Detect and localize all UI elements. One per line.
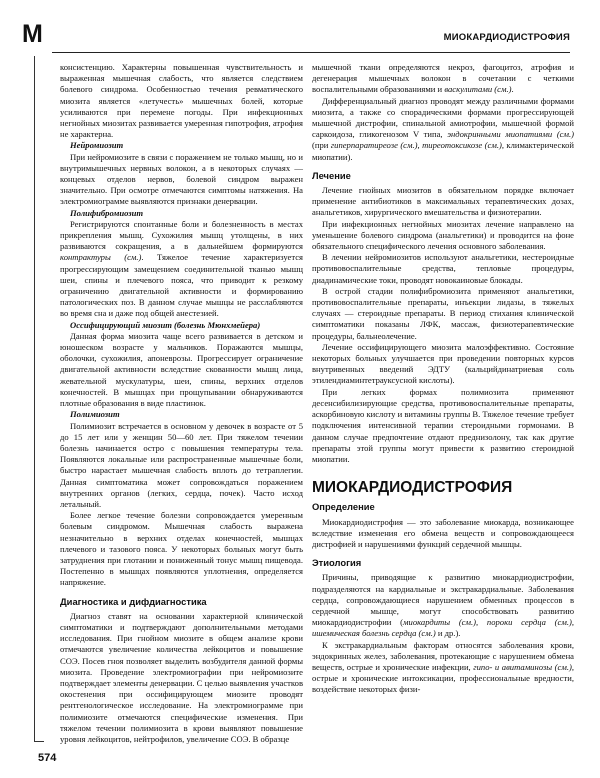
paragraph: К экстракардиальным факторам относятся заболевания крови, эндокринных желез, заболевания, протекающие с нарушением обмена веществ, острые и хронические инфекции, гипо- и авитаминозы (см.), острые и хронические интоксикации, профессиональные вредности, воздействие некоторых физи-	[312, 639, 574, 695]
running-title: МИОКАРДИОДИСТРОФИЯ	[443, 32, 570, 43]
cross-reference: гипо- и авитаминозы (см.)	[473, 661, 572, 672]
paragraph: мышечной ткани определяются некроз, фагоцитоз, атрофия и дегенерация мышечных волокон в сочетании с четкими воспалительными образованиями и васкулитами (см.).	[312, 62, 574, 95]
section-letter: М	[22, 20, 43, 48]
paragraph: Дифференциальный диагноз проводят между различными формами миозита, а также со спорадическими формами прогрессирующей мышечной дистрофии, спинальной амиотрофии, мышечной формой саркоидоза, гликогенозом V типа, эндокринными миопатиями (см.) (при гиперпаратиреозе (см.), тиреотоксикозе (см.), климактерической миопатии).	[312, 95, 574, 162]
subheading-polymyositis: Полимиозит	[70, 409, 120, 420]
paragraph: Регистрируются спонтанные боли и болезненность в местах прикрепления мышц. Сухожилия мышц утолщены, в них развиваются сокращения, а в дальнейшем формируются контрактуры (см.). Тяжелое течение характеризуется прогрессирующим замещением соединительной тканью мышц шеи, спины и плечевого пояса, что приводит к резкому ограничению двигательной активности и формированию патологических поз. В данном случае мышцы не расслабляются во время сна и даже под общей анестезией.	[60, 218, 303, 319]
paragraph: Диагноз ставят на основании характерной клинической симптоматики и подтверждают дополнительными методами исследования. При гнойном миозите в общем анализе крови отмечаются увеличение количества лейкоцитов и повышение СОЭ. Посев гноя позволяет выделить возбудителя данной формы миозита. Проведение электромиографии при нейромиозите подтверждает элементы денервации. С целью выявления участков окостенения при оссифицирующем миозите проводят рентгенологическое исследование. На электромиограмме при полимиозите отмечаются специфические изменения. При тяжелом течении полимиозита в крови выявляют повышение уровня лейкоцитов, нейтрофилов, увеличение СОЭ. В образце	[60, 610, 303, 744]
paragraph: Лечение оссифицирующего миозита малоэффективно. Состояние некоторых больных улучшается при проведении повторных курсов внутривенных введений ЭДТУ (кальцийдинатриевая соль этилендиаминтетрауксусной кислоты).	[312, 341, 574, 386]
cross-reference: тиреотоксикозе (см.)	[422, 140, 502, 151]
paragraph: При легких формах полимиозита применяют десенсибилизирующие средства, противовоспалительные препараты, аскорбиновую кислоту и витамины группы В. Тяжелое течение требует подключения интенсивной терапии стероидными гормонами. В данном случае предпочтение отдают преднизолону, так как другие препараты этой группы могут привести к развитию стероидной миопатии.	[312, 386, 574, 464]
heading-etiology: Этиология	[312, 557, 362, 569]
cross-reference: контрактуры (см.)	[60, 252, 142, 263]
paragraph: Данная форма миозита чаще всего развивается в детском и юношеском возрасте у мальчиков. Поражаются мышцы, оболочки, сухожилия, апоневрозы. Прогрессирует ограничение двигательной активности вследствие скованности мышц лица, жевательной мускулатуры, шеи, спины, верхних отделов конечностей. В мышцах при прощупывании обнаруживаются плотные образования в виде пластинок.	[60, 330, 303, 409]
paragraph: консистенцию. Характерны повышенная чувствительность и выраженная мышечная слабость, что является следствием болевого синдрома. Особенностью течения ревматического миозита является «летучесть» мышечных болей, которые усиливаются при перемене погоды. При инфекционных негнойных миозитах развивается умеренная гипотрофия, атрофия не характерна.	[60, 62, 303, 140]
paragraph: При инфекционных негнойных миозитах лечение направлено на уменьшение болевого синдрома (анальгетики) и проводится на фоне обязательного специфического лечения основного заболевания.	[312, 218, 574, 252]
cross-reference: ишемическая болезнь сердца (см.)	[312, 628, 436, 639]
subheading-neuromyositis: Нейромиозит	[70, 140, 124, 151]
header-rule	[52, 52, 570, 53]
paragraph: В лечении нейромиозитов используют анальгетики, нестероидные противовоспалительные средства, тепловые процедуры, диадинамические токи, проводят новокаиновые блокады.	[312, 252, 574, 285]
article-title: МИОКАРДИОДИСТРОФИЯ	[312, 479, 513, 497]
left-column	[60, 62, 303, 745]
heading-diagnostics: Диагностика и дифдиагностика	[60, 595, 207, 607]
cross-reference: гиперпаратиреозе (см.)	[330, 140, 418, 151]
cross-reference: пороки сердца (см.)	[486, 617, 572, 628]
cross-reference: васкулитами (см.)	[444, 84, 512, 95]
paragraph: Лечение гнойных миозитов в обязательном порядке включает применение антибиотиков в максимальных терапевтических дозах, анальгетиков, хирургического вмешательства и физиотерапии.	[312, 185, 574, 218]
subheading-ossifying-myositis: Оссифицирующий миозит (болезнь Мюнхмейера)	[70, 319, 261, 330]
paragraph: В острой стадии полифибромиозита применяют анальгетики, противовоспалительные препараты, инъекции лидазы, в тяжелых случаях — стероидные препараты. В период стихания клинической симптоматики показаны ЛФК, массаж, физиотерапевтические процедуры, бальнеолечение.	[312, 285, 574, 341]
paragraph: При нейромиозите в связи с поражением не только мышц, но и внутримышечных нервных волокон, а в некоторых случаях — концевых отделов нервов, болевой синдром выражен значительно. При осмотре отмечаются симптомы натяжения. На электромиограмме выявляются признаки денервации.	[60, 151, 303, 207]
margin-rule-foot	[34, 741, 44, 742]
page-number: 574	[38, 752, 57, 764]
right-column	[312, 62, 574, 696]
cross-reference: миокардиты (см.)	[403, 617, 476, 628]
margin-rule	[34, 56, 35, 742]
subheading-polyfibromyositis: Полифибромиозит	[70, 207, 144, 218]
paragraph: Миокардиодистрофия — это заболевание миокарда, возникающее вследствие изменения его обмена веществ и сопровождающееся дистрофией и нарушениями функций сердечной мышцы.	[312, 516, 574, 549]
heading-definition: Определение	[312, 501, 375, 513]
heading-treatment: Лечение	[312, 169, 351, 181]
cross-reference: эндокринными миопатиями (см.)	[447, 129, 574, 140]
paragraph: Полимиозит встречается в основном у девочек в возрасте от 5 до 15 лет или у женщин 50—60 лет. При тяжелом течении болезнь начинается остро с повышения температуры тела. Появляются локальные или распространенные мышечные боли, быстро нарастает мышечная слабость вплоть до тетраплегии. Данная симптоматика может сопровождаться поражением внутренних органов (легких, сердца, почек). Часто исход летальный.	[60, 420, 303, 509]
paragraph: Причины, приводящие к развитию миокардиодистрофии, подразделяются на кардиальные и экстракардиальные. Заболевания сердца, сопровождающиеся нарушением обменных процессов в сердечной мышце, могут способствовать развитию миокардиодистрофии (миокардиты (см.), пороки сердца (см.), ишемическая болезнь сердца (см.) и др.).	[312, 572, 574, 639]
paragraph: Более легкое течение болезни сопровождается умеренным болевым синдромом. Мышечная слабость выражена незначительно в верхних отделах конечностей, мышцах плечевого и тазового пояса. У некоторых больных могут быть затруднения при глотании и пониженный тонус мышц пищевода. Постепенно в мышцах появляются уплотнения, определяется напряжение.	[60, 510, 303, 588]
